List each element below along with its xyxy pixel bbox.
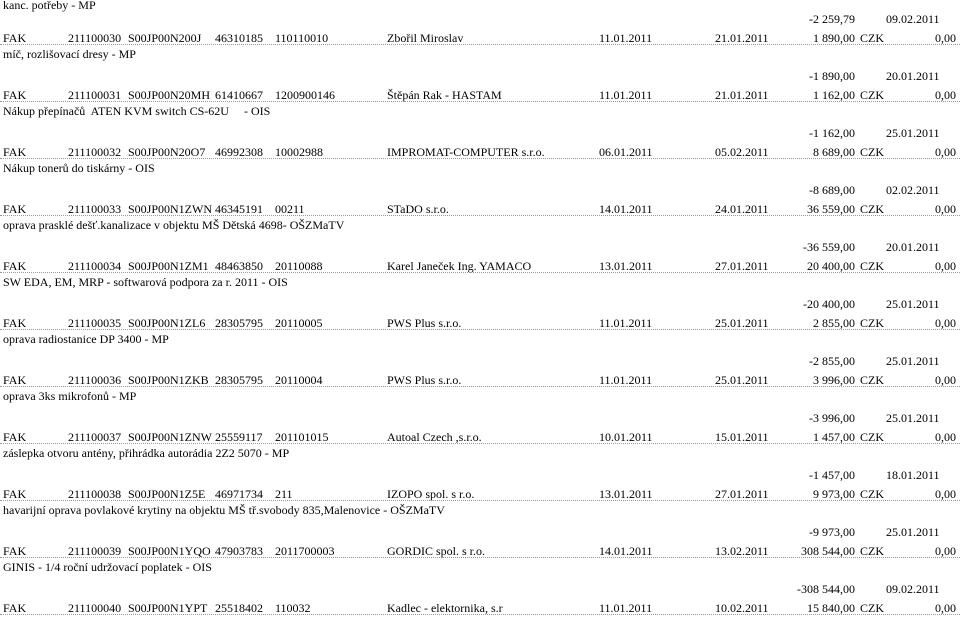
payment-date: 02.02.2011 [886,183,940,197]
variable-symbol: S00JP00N20O7 [128,145,206,159]
remaining-amount: 0,00 [935,487,956,501]
variable-symbol: S00JP00N1YQO [128,544,211,558]
due-date: 21.01.2011 [715,88,769,102]
currency: CZK [860,430,884,444]
record-number: 211100037 [68,430,122,444]
dotted-separator [0,44,960,45]
record-type: FAK [3,31,27,45]
record-description: Nákup tonerů do tiskárny - OIS [3,161,155,175]
invoice-amount: 9 973,00 [813,487,855,501]
invoice-amount: 15 840,00 [807,601,855,615]
invoice-record [0,183,960,239]
supplier-id: 48463850 [215,259,263,273]
payment-date: 18.01.2011 [886,468,940,482]
document-number: 110110010 [275,31,329,45]
supplier-id: 46971734 [215,487,263,501]
record-type: FAK [3,430,27,444]
invoice-amount: 20 400,00 [807,259,855,273]
dotted-separator [0,101,960,102]
dotted-separator [0,557,960,558]
record-number: 211100033 [68,202,122,216]
invoice-record [0,468,960,524]
record-number: 211100038 [68,487,122,501]
payment-amount: -2 259,79 [809,12,855,26]
variable-symbol: S00JP00N1ZNW [128,430,213,444]
remaining-amount: 0,00 [935,88,956,102]
supplier-id: 46345191 [215,202,263,216]
payment-amount: -308 544,00 [797,582,855,596]
record-type: FAK [3,88,27,102]
invoice-record [0,354,960,410]
currency: CZK [860,601,884,615]
invoice-record [0,126,960,182]
due-date: 25.01.2011 [715,373,769,387]
remaining-amount: 0,00 [935,373,956,387]
issue-date: 11.01.2011 [599,31,653,45]
dotted-separator [0,215,960,216]
payment-amount: -2 855,00 [809,354,855,368]
due-date: 25.01.2011 [715,316,769,330]
dotted-separator [0,158,960,159]
remaining-amount: 0,00 [935,31,956,45]
remaining-amount: 0,00 [935,259,956,273]
dotted-separator [0,443,960,444]
payment-amount: -1 162,00 [809,126,855,140]
remaining-amount: 0,00 [935,202,956,216]
payment-date: 09.02.2011 [886,582,940,596]
currency: CZK [860,88,884,102]
payment-date: 25.01.2011 [886,126,940,140]
invoice-amount: 1 890,00 [813,31,855,45]
invoice-record [0,411,960,467]
record-number: 211100030 [68,31,122,45]
currency: CZK [860,31,884,45]
currency: CZK [860,145,884,159]
remaining-amount: 0,00 [935,601,956,615]
due-date: 24.01.2011 [715,202,769,216]
remaining-amount: 0,00 [935,430,956,444]
record-number: 211100036 [68,373,122,387]
payment-amount: -8 689,00 [809,183,855,197]
record-type: FAK [3,544,27,558]
record-type: FAK [3,259,27,273]
document-number: 20110004 [275,373,323,387]
payment-amount: -36 559,00 [803,240,855,254]
payment-date: 25.01.2011 [886,525,940,539]
due-date: 13.02.2011 [715,544,769,558]
issue-date: 13.01.2011 [599,259,653,273]
payment-date: 20.01.2011 [886,69,940,83]
invoice-amount: 8 689,00 [813,145,855,159]
document-number: 1200900146 [275,88,335,102]
record-number: 211100031 [68,88,122,102]
supplier-name: PWS Plus s.r.o. [387,316,462,330]
invoice-record [0,240,960,296]
issue-date: 14.01.2011 [599,544,653,558]
dotted-separator [0,500,960,501]
payment-date: 20.01.2011 [886,240,940,254]
currency: CZK [860,259,884,273]
document-number: 10002988 [275,145,323,159]
record-type: FAK [3,373,27,387]
invoice-record [0,582,960,638]
record-description: GINIS - 1/4 roční udržovací poplatek - OIS [3,560,212,574]
record-description: havarijní oprava povlakové krytiny na objektu MŠ tř.svobody 835,Malenovice - OŠZMaTV [3,503,445,517]
invoice-amount: 1 162,00 [813,88,855,102]
invoice-record [0,525,960,581]
currency: CZK [860,373,884,387]
invoice-amount: 308 544,00 [801,544,855,558]
record-description: oprava prasklé dešť.kanalizace v objektu MŠ Dětská 4698- OŠZMaTV [3,218,345,232]
record-description: oprava radiostanice DP 3400 - MP [3,332,169,346]
record-number: 211100039 [68,544,122,558]
record-type: FAK [3,316,27,330]
payment-date: 09.02.2011 [886,12,940,26]
remaining-amount: 0,00 [935,145,956,159]
due-date: 21.01.2011 [715,31,769,45]
supplier-name: IMPROMAT-COMPUTER s.r.o. [387,145,545,159]
supplier-id: 61410667 [215,88,263,102]
currency: CZK [860,544,884,558]
payment-amount: -1 457,00 [809,468,855,482]
document-number: 00211 [275,202,305,216]
currency: CZK [860,202,884,216]
invoice-amount: 2 855,00 [813,316,855,330]
supplier-id: 25518402 [215,601,263,615]
record-type: FAK [3,202,27,216]
variable-symbol: S00JP00N1Z5E [128,487,206,501]
invoice-record [0,297,960,353]
invoice-amount: 36 559,00 [807,202,855,216]
record-type: FAK [3,145,27,159]
document-number: 20110088 [275,259,323,273]
document-number: 20110005 [275,316,323,330]
record-description: míč, rozlišovací dresy - MP [3,47,136,61]
supplier-name: STaDO s.r.o. [387,202,449,216]
payment-amount: -3 996,00 [809,411,855,425]
supplier-name: PWS Plus s.r.o. [387,373,462,387]
invoice-record [0,12,960,68]
issue-date: 14.01.2011 [599,202,653,216]
remaining-amount: 0,00 [935,316,956,330]
supplier-name: IZOPO spol. s r.o. [387,487,475,501]
variable-symbol: S00JP00N1YPT [128,601,208,615]
record-description: Nákup přepínačů ATEN KVM switch CS-62U - OIS [3,104,271,118]
variable-symbol: S00JP00N1ZKB [128,373,209,387]
supplier-name: Autoal Czech ,s.r.o. [387,430,482,444]
record-number: 211100040 [68,601,122,615]
due-date: 15.01.2011 [715,430,769,444]
dotted-separator [0,386,960,387]
record-number: 211100034 [68,259,122,273]
supplier-name: Karel Janeček Ing. YAMACO [387,259,532,273]
payment-date: 25.01.2011 [886,411,940,425]
payment-amount: -20 400,00 [803,297,855,311]
currency: CZK [860,316,884,330]
issue-date: 11.01.2011 [599,316,653,330]
due-date: 05.02.2011 [715,145,769,159]
issue-date: 11.01.2011 [599,88,653,102]
variable-symbol: S00JP00N1ZWN [128,202,213,216]
due-date: 27.01.2011 [715,487,769,501]
previous-record-description: kanc. potřeby - MP [3,0,96,12]
issue-date: 11.01.2011 [599,373,653,387]
dotted-separator [0,614,960,615]
supplier-id: 47903783 [215,544,263,558]
record-type: FAK [3,601,27,615]
document-number: 110032 [275,601,311,615]
supplier-id: 28305795 [215,373,263,387]
due-date: 27.01.2011 [715,259,769,273]
issue-date: 13.01.2011 [599,487,653,501]
invoice-record [0,69,960,125]
remaining-amount: 0,00 [935,544,956,558]
dotted-separator [0,329,960,330]
document-number: 211 [275,487,293,501]
record-description: SW EDA, EM, MRP - softwarová podpora za r. 2011 - OIS [3,275,288,289]
supplier-name: Kadlec - elektornika, s.r [387,601,503,615]
supplier-name: GORDIC spol. s r.o. [387,544,486,558]
issue-date: 11.01.2011 [599,601,653,615]
dotted-separator [0,272,960,273]
payment-date: 25.01.2011 [886,354,940,368]
supplier-id: 46310185 [215,31,263,45]
document-number: 201101015 [275,430,329,444]
due-date: 10.02.2011 [715,601,769,615]
record-description: oprava 3ks mikrofonů - MP [3,389,137,403]
variable-symbol: S00JP00N20MH [128,88,211,102]
variable-symbol: S00JP00N1ZM1 [128,259,209,273]
variable-symbol: S00JP00N1ZL6 [128,316,206,330]
payment-date: 25.01.2011 [886,297,940,311]
supplier-id: 25559117 [215,430,263,444]
variable-symbol: S00JP00N200J [128,31,202,45]
document-number: 2011700003 [275,544,335,558]
invoice-amount: 1 457,00 [813,430,855,444]
issue-date: 06.01.2011 [599,145,653,159]
supplier-id: 28305795 [215,316,263,330]
supplier-id: 46992308 [215,145,263,159]
record-type: FAK [3,487,27,501]
currency: CZK [860,487,884,501]
issue-date: 10.01.2011 [599,430,653,444]
payment-amount: -9 973,00 [809,525,855,539]
record-description: záslepka otvoru antény, přihrádka autorádia 2Z2 5070 - MP [3,446,290,460]
record-number: 211100032 [68,145,122,159]
invoice-amount: 3 996,00 [813,373,855,387]
supplier-name: Zbořil Miroslav [387,31,464,45]
supplier-name: Štěpán Rak - HASTAM [387,88,502,102]
payment-amount: -1 890,00 [809,69,855,83]
record-number: 211100035 [68,316,122,330]
